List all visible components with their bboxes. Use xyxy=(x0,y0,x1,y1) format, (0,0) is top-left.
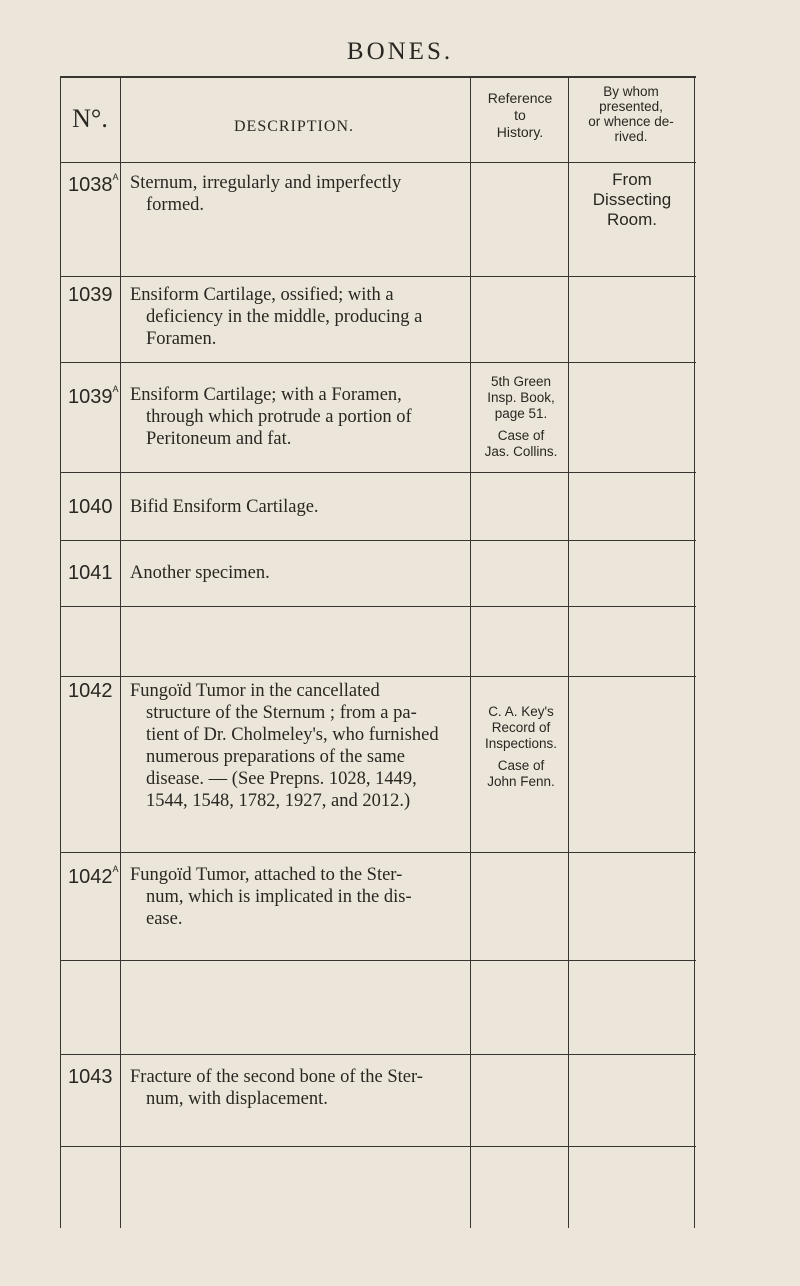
header-reference xyxy=(472,90,568,141)
specimen-number: 1042 xyxy=(68,680,113,702)
column-rule xyxy=(694,76,695,1228)
row-divider xyxy=(60,960,696,961)
specimen-number: $1039^A$ xyxy=(68,384,119,408)
column-rule xyxy=(470,76,471,1228)
row-divider xyxy=(60,472,696,473)
row-divider xyxy=(60,540,696,541)
header-description: DESCRIPTION. xyxy=(233,118,354,135)
specimen-number: 1039 xyxy=(68,284,113,306)
header-by-whom xyxy=(572,84,690,144)
header-by-whom-line: By whom xyxy=(603,84,659,99)
row-divider xyxy=(60,852,696,853)
specimen-description: Sternum, irregularly and imperfectly formed. xyxy=(130,173,402,215)
specimen-number: 1043 xyxy=(68,1066,113,1088)
row-divider xyxy=(60,362,696,363)
header-reference-line: Reference xyxy=(487,90,553,106)
row-divider xyxy=(60,676,696,677)
column-rule xyxy=(568,76,569,1228)
specimen-description: Another specimen. xyxy=(130,563,270,583)
specimen-description: Fungoïd Tumor in the cancellated structure of the Sternum ; from a pa- tient of Dr. Cholmeley's, who furnished numerous preparations of the same disease. — (See Prepns. 1028, 1449, 1544, 1548, 1782, 1927, and 2012.) xyxy=(130,681,439,811)
header-by-whom-line: or whence de- xyxy=(588,114,674,129)
specimen-description: Fungoïd Tumor, attached to the Ster- num, which is implicated in the dis- ease. xyxy=(130,865,412,929)
row-divider xyxy=(60,1054,696,1055)
header-rule xyxy=(60,162,696,163)
number-suffix: A xyxy=(112,384,119,394)
row-divider xyxy=(60,1146,696,1147)
history-reference: 5th Green Insp. Book, page 51. Case of Jas. Collins. xyxy=(484,374,558,459)
specimen-description: Bifid Ensiform Cartilage. xyxy=(130,497,319,517)
specimen-source: From Dissecting Room. xyxy=(592,170,672,229)
page-title: BONES. xyxy=(346,38,454,65)
table-top-rule xyxy=(60,76,696,78)
specimen-number: $1042^A$ xyxy=(68,864,119,888)
number-suffix: A xyxy=(112,172,119,182)
header-reference-line: to xyxy=(514,107,526,123)
column-rule xyxy=(120,76,121,1228)
specimen-description: Ensiform Cartilage, ossified; with a deficiency in the middle, producing a Foramen. xyxy=(130,285,423,349)
specimen-number: 1041 xyxy=(68,562,113,584)
row-divider xyxy=(60,276,696,277)
history-reference: C. A. Key's Record of Inspections. Case of John Fenn. xyxy=(484,704,558,789)
specimen-description: Fracture of the second bone of the Ster- num, with displacement. xyxy=(130,1067,423,1109)
column-rule xyxy=(60,76,61,1228)
header-by-whom-line: rived. xyxy=(614,129,648,144)
row-divider xyxy=(60,606,696,607)
header-number: N°. xyxy=(72,104,108,133)
number-suffix: A xyxy=(112,864,119,874)
header-reference-line: History. xyxy=(496,124,544,140)
specimen-number: $1038^A$ xyxy=(68,172,119,196)
specimen-description: Ensiform Cartilage; with a Foramen, through which protrude a portion of Peritoneum and fat. xyxy=(130,385,412,449)
specimen-number: 1040 xyxy=(68,496,113,518)
header-by-whom-line: presented, xyxy=(599,99,663,114)
